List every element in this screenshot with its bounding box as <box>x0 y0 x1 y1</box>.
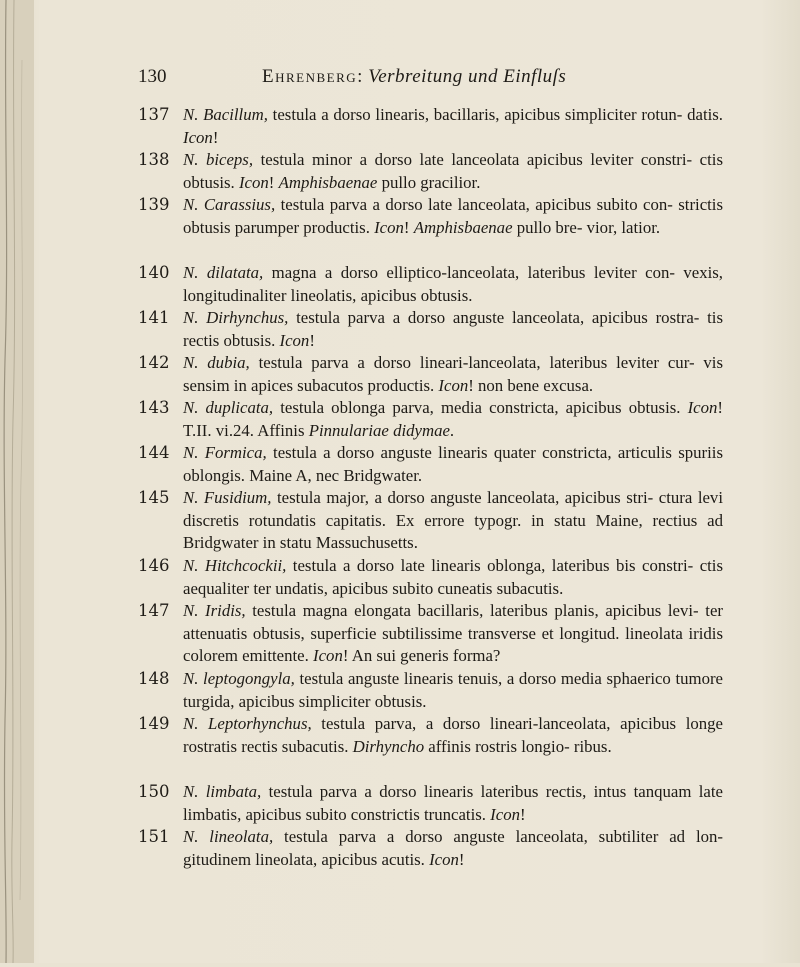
species-entry <box>138 307 723 352</box>
icon-reference: Icon <box>183 127 213 147</box>
species-entry <box>138 352 723 397</box>
icon-remark: ! <box>403 217 414 237</box>
species-entry <box>138 668 723 713</box>
species-name: Dirhynchus, <box>206 308 289 327</box>
icon-reference: Icon <box>490 804 520 824</box>
species-entry <box>138 194 723 239</box>
icon-remark: ! An sui generis forma? <box>342 646 501 665</box>
entry-text <box>183 307 723 352</box>
species-name: Iridis, <box>205 601 246 620</box>
entry-text <box>183 487 723 555</box>
affinity-remark: pullo bre- vior, latior. <box>512 217 661 237</box>
affinity-name: Amphisbaenae <box>278 172 378 192</box>
icon-remark: ! <box>519 804 526 824</box>
description: testula a dorso late linearis oblonga, lateribus bis constri- ctis aequaliter ter undatis, apicibus subito cuneatis subacutis. <box>183 556 723 598</box>
entry-text <box>183 555 723 600</box>
icon-remark: ! non bene excusa. <box>468 375 594 395</box>
entry-number: 137 <box>138 105 170 124</box>
entry-text <box>183 668 723 713</box>
author-name: Ehrenberg <box>262 66 358 87</box>
entry-number: 146 <box>138 556 170 575</box>
entry-text <box>183 104 723 149</box>
genus-abbrev: N. <box>183 556 199 575</box>
entry-text <box>183 781 723 826</box>
description: testula major, a dorso anguste lanceolata, apicibus stri- ctura levi discretis rotundatis capitatis. Ex errore typogr. in statu Maine, rectius ad Bridgwater in statu Massuchusetts. <box>183 488 723 552</box>
icon-reference: Icon <box>374 217 404 237</box>
genus-abbrev: N. <box>183 443 199 462</box>
description: magna a dorso elliptico-lanceolata, lateribus leviter con- vexis, longitudinaliter lineolatis, apicibus obtusis. <box>183 263 723 305</box>
genus-abbrev: N. <box>183 827 199 846</box>
entry-number: 150 <box>138 782 170 801</box>
description: testula parva a dorso lineari-lanceolata, lateribus leviter cur- vis sensim in apices subacutos productis. <box>183 353 723 395</box>
icon-remark: ! <box>212 127 219 147</box>
genus-abbrev: N. <box>183 669 199 688</box>
header-separator: : <box>357 66 363 87</box>
icon-remark: ! <box>309 330 315 350</box>
affinity-name: Pinnulariae didymae <box>308 420 450 440</box>
icon-reference: Icon <box>279 330 310 350</box>
genus-abbrev: N. <box>183 601 199 620</box>
work-title: Verbreitung und Einfluſs <box>368 66 567 87</box>
genus-abbrev: N. <box>183 488 199 507</box>
entry-text <box>183 442 723 487</box>
genus-abbrev: N. <box>183 150 199 169</box>
entry-number: 144 <box>138 443 170 462</box>
affinity-remark: . <box>449 420 455 440</box>
species-name: Leptorhynchus, <box>208 714 312 733</box>
description: testula parva, a dorso lineari-lanceolata, apicibus longe rostratis rectis subacutis. <box>183 714 723 756</box>
icon-reference: Icon <box>438 375 469 395</box>
entry-text <box>183 262 723 307</box>
entry-number: 139 <box>138 195 170 214</box>
description: testula oblonga parva, media constricta, apicibus obtusis. <box>273 398 688 417</box>
affinity-remark: pullo gracilior. <box>377 172 481 192</box>
affinity-name: Amphisbaenae <box>413 217 513 237</box>
entry-number: 143 <box>138 398 170 417</box>
species-entry <box>138 600 723 668</box>
icon-reference: Icon <box>429 849 459 869</box>
species-name: dilatata, <box>206 263 264 282</box>
genus-abbrev: N. <box>183 398 199 417</box>
entry-text <box>183 397 723 442</box>
genus-abbrev: N. <box>183 195 199 214</box>
genus-abbrev: N. <box>183 263 199 282</box>
description: testula parva a dorso linearis lateribus rectis, intus tanquam late limbatis, apicibus subito constrictis truncatis. <box>183 782 723 824</box>
icon-reference: Icon <box>238 172 269 192</box>
entry-number: 145 <box>138 488 170 507</box>
genus-abbrev: N. <box>183 782 199 801</box>
species-entry <box>138 104 723 149</box>
entry-text <box>183 149 723 194</box>
description: testula parva a dorso anguste lanceolata, subtiliter ad lon- gitudinem lineolata, apicibus acutis. <box>183 827 723 869</box>
description: testula parva a dorso late lanceolata, apicibus subito con- strictis obtusis parumper productis. <box>183 195 723 237</box>
species-name: limbata, <box>205 782 262 801</box>
description: testula a dorso linearis, bacillaris, apicibus simpliciter rotun- datis. <box>267 105 724 124</box>
entry-text <box>183 194 723 239</box>
icon-remark: ! <box>458 849 465 869</box>
entry-number: 141 <box>138 308 170 327</box>
species-name: Hitchcockii, <box>204 556 287 575</box>
species-name: Bacillum, <box>203 105 268 124</box>
species-entry <box>138 397 723 442</box>
species-entry <box>138 487 723 555</box>
genus-abbrev: N. <box>183 308 199 327</box>
entry-number: 147 <box>138 601 170 620</box>
species-entry <box>138 826 723 871</box>
description: testula magna elongata bacillaris, lateribus planis, apicibus levi- ter attenuatis obtusis, superficie subtilissime transverse et longitud. lineolata iridis colorem emittente. <box>183 601 723 665</box>
running-title <box>262 66 566 88</box>
entry-number: 140 <box>138 263 170 282</box>
description: testula a dorso anguste linearis quater constricta, articulis spuriis oblongis. Maine A, nec Bridgwater. <box>183 443 723 485</box>
species-entry <box>138 781 723 826</box>
entry-number: 151 <box>138 827 170 846</box>
entry-text <box>183 600 723 668</box>
species-entry <box>138 442 723 487</box>
species-entry <box>138 555 723 600</box>
species-name: Carassius, <box>203 195 276 214</box>
description: testula minor a dorso late lanceolata apicibus leviter constri- ctis obtusis. <box>183 150 723 192</box>
entry-number: 148 <box>138 669 170 688</box>
species-name: duplicata, <box>205 398 274 417</box>
affinity-remark: affinis rostris longio- ribus. <box>424 736 612 756</box>
species-entry <box>138 713 723 758</box>
icon-reference: Icon <box>687 398 718 417</box>
description: testula parva a dorso anguste lanceolata, apicibus rostra- tis rectis obtusis. <box>183 308 723 350</box>
icon-remark: ! T.II. vi.24. Affinis <box>183 398 724 440</box>
entry-text <box>183 713 723 758</box>
species-name: leptogongyla, <box>203 669 295 688</box>
species-name: lineolata, <box>209 827 274 846</box>
affinity-name: Dirhyncho <box>352 736 425 756</box>
species-name: dubia, <box>207 353 250 372</box>
icon-reference: Icon <box>313 646 343 665</box>
genus-abbrev: N. <box>183 353 199 372</box>
icon-remark: ! <box>268 172 279 192</box>
description: testula anguste linearis tenuis, a dorso media sphaerico tumore turgida, apicibus simpliciter obtusis. <box>183 669 723 711</box>
species-entry <box>138 149 723 194</box>
entry-text <box>183 352 723 397</box>
running-header <box>138 66 678 94</box>
page-number: 130 <box>138 66 167 87</box>
species-name: biceps, <box>205 150 254 169</box>
entry-number: 142 <box>138 353 170 372</box>
species-name: Fusidium, <box>203 488 272 507</box>
genus-abbrev: N. <box>183 714 199 733</box>
species-entry <box>138 262 723 307</box>
entry-number: 138 <box>138 150 170 169</box>
page-binding-shadow <box>0 0 34 963</box>
entry-number: 149 <box>138 714 170 733</box>
genus-abbrev: N. <box>183 105 199 124</box>
species-name: Formica, <box>204 443 267 462</box>
entry-text <box>183 826 723 871</box>
